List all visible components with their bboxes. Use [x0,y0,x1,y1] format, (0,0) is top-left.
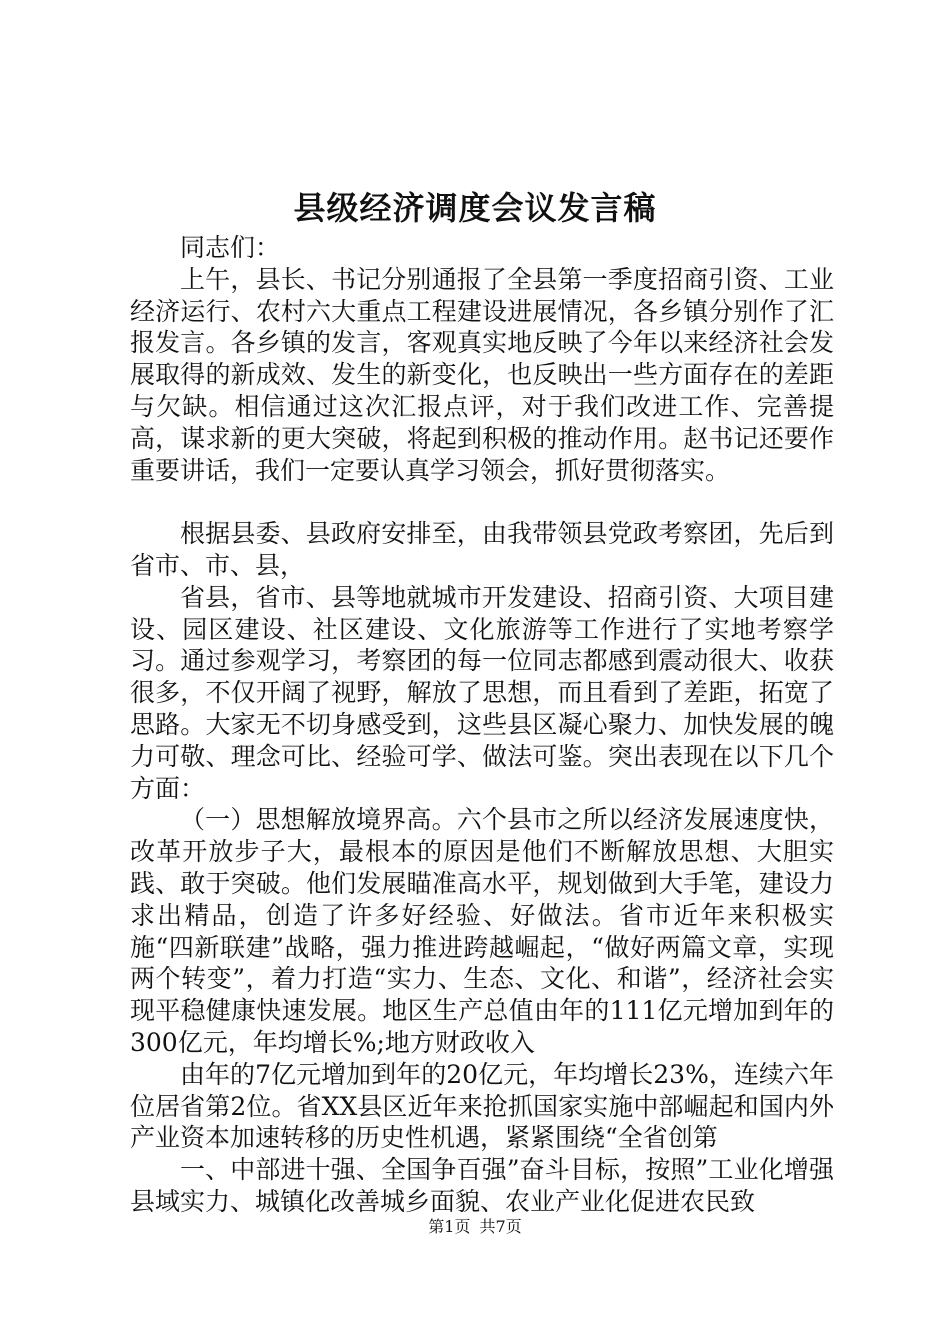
document-body [130,232,834,1218]
document-title: 县级经济调度会议发言稿 [293,189,657,227]
body-paragraph: 上午，县长、书记分别通报了全县第一季度招商引资、工业经济运行、农村六大重点工程建设进展情况，各乡镇分别作了汇报发言。各乡镇的发言，客观真实地反映了今年以来经济社会发展取得的新成效、发生的新变化，也反映出一些方面存在的差距与欠缺。相信通过这次汇报点评，对于我们改进工作、完善提高，谋求新的更大突破，将起到积极的推动作用。赵书记还要作重要讲话，我们一定要认真学习领会，抓好贯彻落实。 [130,264,834,485]
body-paragraph: 省县，省市、县等地就城市开发建设、招商引资、大项目建设、园区建设、社区建设、文化旅游等工作进行了实地考察学习。通过参观学习，考察团的每一位同志都感到震动很大、收获很多，不仅开阔了视野，解放了思想，而且看到了差距，拓宽了思路。大家无不切身感受到，这些县区凝心聚力、加快发展的魄力可敬、理念可比、经验可学、做法可鉴。突出表现在以下几个方面： [130,582,834,803]
body-paragraph: （一）思想解放境界高。六个县市之所以经济发展速度快，改革开放步子大，最根本的原因是他们不断解放思想、大胆实践、敢于突破。他们发展瞄准高水平，规划做到大手笔，建设力求出精品，创造了许多好经验、好做法。省市近年来积极实施“四新联建”战略，强力推进跨越崛起，“做好两篇文章，实现两个转变”，着力打造“实力、生态、文化、和谐”，经济社会实现平稳健康快速发展。地区生产总值由年的111亿元增加到年的300亿元，年均增长%;地方财政收入 [130,805,834,1057]
body-paragraph: 根据县委、县政府安排至，由我带领县党政考察团，先后到省市、市、县， [130,519,834,580]
page-number-label: 第1页 [428,1217,471,1236]
body-paragraph: 由年的7亿元增加到年的20亿元，年均增长23%，连续六年位居省第2位。省XX县区近年来抢抓国家实施中部崛起和国内外产业资本加速转移的历史性机遇，紧紧围绕“全省创第 [130,1059,834,1153]
page-footer [0,1215,950,1239]
salutation-paragraph: 同志们： [180,233,281,262]
body-paragraph: 一、中部进十强、全国争百强”奋斗目标，按照”工业化增强县域实力、城镇化改善城乡面貌、农业产业化促进农民致 [130,1155,834,1216]
page-total-label: 共7页 [479,1217,522,1236]
